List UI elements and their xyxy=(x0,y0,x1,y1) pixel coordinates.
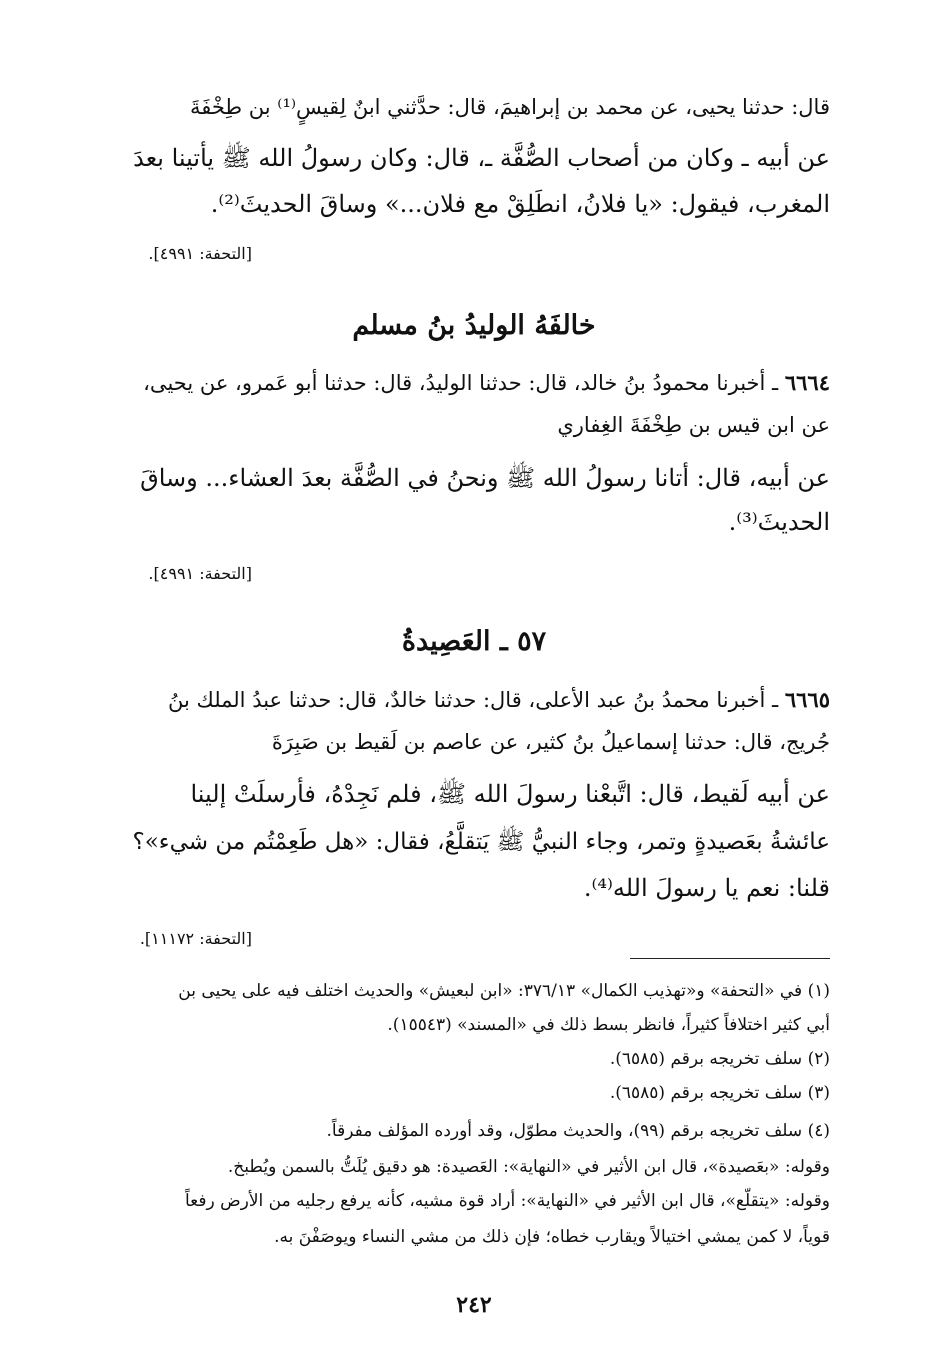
text-line: عن أبيه لَقيط، قال: اتَّبعْنا رسولَ الله ﷺ، فلم نَجِدْهُ، فأرسلَتْ إلينا xyxy=(190,780,830,808)
footnote: (٢) سلف تخريجه برقم (٦٥٨٥). xyxy=(609,1049,830,1069)
hadith-number: ٦٦٦٥ xyxy=(784,687,830,712)
text-line: عن ابن قيس بن طِخْفَةَ الغِفاري xyxy=(557,413,830,437)
footnote-separator xyxy=(630,958,830,959)
hadith-line xyxy=(168,685,830,715)
footnote: (٤) سلف تخريجه برقم (٩٩)، والحديث مطوّل، وقد أورده المؤلف مفرقاً. xyxy=(326,1121,830,1141)
hadith-text: ـ أخبرنا محمدُ بنُ عبد الأعلى، قال: حدثنا خالدٌ، قال: حدثنا عبدُ الملك بنُ xyxy=(167,688,785,712)
text-line: عن أبيه ـ وكان من أصحاب الصُّفَّة ـ، قال: وكان رسولُ الله ﷺ يأتينا بعدَ xyxy=(133,144,830,172)
tuhfa-reference: [التحفة: ٤٩٩١]. xyxy=(148,244,252,263)
chapter-heading: ٥٧ ـ العَصِيدةُ xyxy=(401,626,547,657)
tuhfa-reference: [التحفة: ١١١٧٢]. xyxy=(139,929,252,948)
footnote: (٣) سلف تخريجه برقم (٦٥٨٥). xyxy=(609,1083,830,1103)
footnote: (١) في «التحفة» و«تهذيب الكمال» ٣٧٦/١٣: «ابن لبعيش» والحديث اختلف فيه على يحيى بن xyxy=(178,981,830,1001)
hadith-number: ٦٦٦٤ xyxy=(784,370,830,395)
footnote-note: قوياً، لا كمن يمشي اختيالاً ويقارب خطاه؛ فإن ذلك من مشي النساء ويوصَفْنَ به. xyxy=(274,1227,830,1247)
text-line: عن أبيه، قال: أتانا رسولُ الله ﷺ ونحنُ في الصُّفَّة بعدَ العشاء... وساقَ xyxy=(140,464,830,492)
footnote: أبي كثير اختلافاً كثيراً، فانظر بسط ذلك في «المسند» (١٥٥٤٣). xyxy=(387,1015,830,1035)
tuhfa-reference: [التحفة: ٤٩٩١]. xyxy=(148,564,252,583)
text-line: قال: حدثنا يحيى، عن محمد بن إبراهيمَ، قال: حدَّثني ابنٌ لِقيسٍ⁽¹⁾ بن طِخْفَةَ xyxy=(189,95,830,119)
text-line: قلنا: نعم يا رسولَ الله⁽⁴⁾. xyxy=(583,874,830,902)
hadith-text: ـ أخبرنا محمودُ بنُ خالد، قال: حدثنا الوليدُ، قال: حدثنا أبو عَمرو، عن يحيى، xyxy=(143,371,785,395)
text-line: عائشةُ بعَصيدةٍ وتمر، وجاء النبيُّ ﷺ يَتقلَّعُ، فقال: «هل طَعِمْتُم من شيء»؟ xyxy=(132,829,830,855)
section-heading: خالفَهُ الوليدُ بنُ مسلم xyxy=(352,310,596,341)
text-line: المغرب، فيقول: «يا فلانُ، انطَلِقْ مع فلان...» وساقَ الحديثَ⁽²⁾. xyxy=(210,190,830,218)
footnote-note: وقوله: «يتقلّع»، قال ابن الأثير في «النهاية»: أراد قوة مشيه، كأنه يرفع رجليه من الأرض رفعاً xyxy=(184,1191,830,1211)
footnote-note: وقوله: «بعَصيدة»، قال ابن الأثير في «النهاية»: العَصيدة: هو دقيق يُلَتُّ بالسمن ويُطبخ. xyxy=(227,1157,830,1177)
text-line: الحديثَ⁽³⁾. xyxy=(728,508,830,536)
text-line: جُريج، قال: حدثنا إسماعيلُ بنُ كثير، عن عاصم بن لَقيط بن صَبِرَةَ xyxy=(271,730,830,754)
hadith-line xyxy=(143,368,830,398)
page-number: ٢٤٢ xyxy=(456,1292,492,1318)
